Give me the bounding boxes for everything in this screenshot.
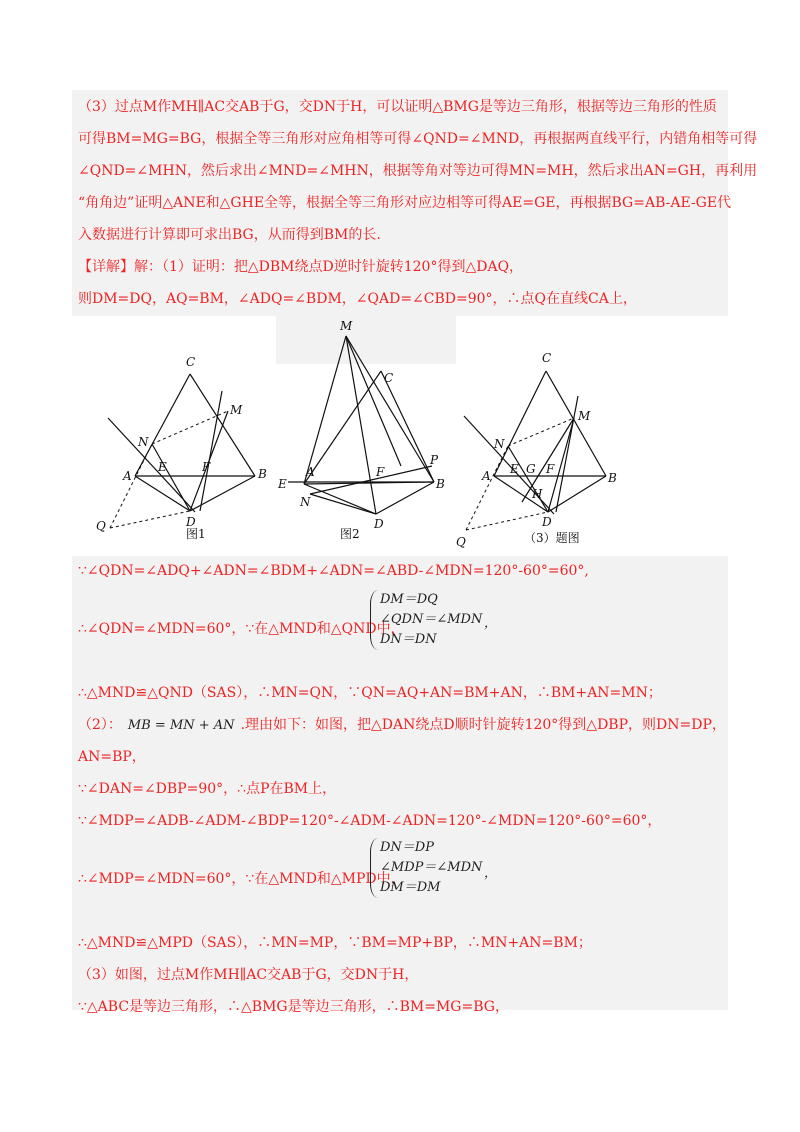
- proof-line-2: ∴∠QDN=∠MDN=60°，∵在△MND和△QND中，: [78, 621, 405, 637]
- fig2-label-f: F: [376, 465, 385, 479]
- fig3-label-g: G: [526, 462, 536, 476]
- fig2-label-e: E: [278, 477, 287, 491]
- fig2-label-n: N: [300, 495, 311, 509]
- figure-2: [276, 316, 456, 556]
- fig3-label-d: D: [542, 515, 552, 529]
- fig2-label-a: A: [306, 465, 315, 479]
- part2-equation: MB = MN + AN: [127, 718, 235, 733]
- fig1-caption: 图1: [186, 527, 206, 541]
- fig2-label-m: M: [340, 319, 353, 333]
- analysis-line-2: 可得BM=MG=BG，根据全等三角形对应角相等可得∠QND=∠MND，再根据两直线平行，内错角相等可得: [78, 131, 758, 147]
- brace-1-row-3: DN＝DN: [380, 632, 437, 647]
- proof-line-5: AN=BP，: [78, 749, 146, 765]
- part2-reason: .理由如下：如图，把△DAN绕点D顺时针旋转120°得到△DBP，则DN=DP，: [240, 717, 726, 733]
- brace-1-end: ，: [484, 616, 498, 631]
- fig1-label-b: B: [258, 467, 267, 481]
- proof-line-9: ∴△MND≌△MPD（SAS），∴MN=MP，∵BM=MP+BP，∴MN+AN=BM；: [78, 935, 592, 951]
- fig2-label-b: B: [436, 477, 445, 491]
- figure-1: [90, 316, 290, 556]
- fig1-label-q: Q: [96, 519, 106, 533]
- analysis-line-5: 入数据进行计算即可求出BG，从而得到BM的长.: [78, 227, 381, 243]
- congruence-brace-2: [380, 838, 482, 898]
- proof-line-8: ∴∠MDP=∠MDN=60°，∵在△MND和△MPD中，: [78, 871, 405, 887]
- fig1-label-a: A: [123, 469, 132, 483]
- fig1-label-f: F: [202, 460, 211, 474]
- fig2-top-shade: [276, 316, 456, 364]
- proof-line-3: ∴△MND≌△QND（SAS），∴MN=QN，∵QN=AQ+AN=BM+AN，∴BM+AN=MN；: [78, 685, 662, 701]
- brace-2-row-3: DM＝DM: [380, 880, 441, 895]
- fig3-caption: （3）题图: [524, 531, 580, 545]
- fig3-label-a: A: [482, 469, 491, 483]
- fig3-label-e: E: [510, 462, 519, 476]
- fig3-label-c: C: [542, 351, 552, 365]
- brace-1-row-2: ∠QDN＝∠MDN: [380, 612, 483, 627]
- fig3-label-m: M: [578, 409, 591, 423]
- proof-line-10: （3）如图，过点M作MH∥AC交AB于G，交DN于H，: [78, 967, 419, 983]
- proof-line-4: [78, 716, 726, 735]
- figure-3: [456, 316, 636, 556]
- figure-strip: [72, 316, 728, 556]
- fig1-label-e: E: [158, 460, 167, 474]
- fig3-label-h: H: [532, 487, 543, 501]
- detail-tag: 【详解】解：: [78, 259, 162, 275]
- brace-2-end: ，: [484, 866, 498, 881]
- brace-2-row-2: ∠MDP＝∠MDN: [380, 860, 483, 875]
- fig3-label-f: F: [546, 462, 555, 476]
- fig3-label-q: Q: [456, 535, 466, 549]
- fig2-label-d: D: [374, 517, 384, 531]
- proof-line-6: ∵∠DAN=∠DBP=90°，∴点P在BM上，: [78, 781, 337, 797]
- part2-prefix: （2）：: [78, 717, 122, 733]
- fig1-label-m: M: [230, 403, 243, 417]
- brace-2-row-1: DN＝DP: [380, 840, 434, 855]
- brace-2-bar: [370, 838, 379, 898]
- proof-line-1: ∵∠QDN=∠ADQ+∠ADN=∠BDM+∠ADN=∠ABD-∠MDN=120°-60°=60°,: [78, 563, 589, 579]
- analysis-line-1: （3）过点M作MH∥AC交AB于G，交DN于H，可以证明△BMG是等边三角形，根据等边三角形的性质: [78, 99, 717, 115]
- solution-line-2: 则DM=DQ，AQ=BM，∠ADQ=∠BDM，∠QAD=∠CBD=90°，∴点Q在直线CA上，: [78, 291, 637, 307]
- solution-part1-intro: （1）证明：把△DBM绕点D逆时针旋转120°得到△DAQ，: [162, 259, 524, 275]
- congruence-brace-1: [380, 590, 482, 650]
- analysis-line-4: “角角边”证明△ANE和△GHE全等，根据全等三角形对应边相等可得AE=GE，再根据BG=AB-AE-GE代: [78, 195, 732, 211]
- fig2-label-c: C: [384, 371, 394, 385]
- analysis-line-3: ∠QND=∠MHN，然后求出∠MND=∠MHN，根据等角对等边可得MN=MH，然后求出AN=GH，再利用: [78, 163, 758, 179]
- fig3-label-b: B: [608, 471, 617, 485]
- proof-line-11: ∵△ABC是等边三角形，∴△BMG是等边三角形，∴BM=MG=BG，: [78, 999, 509, 1015]
- fig1-label-n: N: [138, 435, 149, 449]
- proof-line-7: ∵∠MDP=∠ADB-∠ADM-∠BDP=120°-∠ADM-∠ADN=120°-∠MDN=120°-60°=60°，: [78, 813, 662, 829]
- fig2-label-p: P: [430, 453, 439, 467]
- fig1-label-d: D: [186, 515, 196, 529]
- solution-line-1: [78, 258, 523, 276]
- fig1-label-c: C: [186, 355, 196, 369]
- brace-1-row-1: DM＝DQ: [380, 592, 438, 607]
- fig3-label-n: N: [494, 437, 505, 451]
- fig2-caption: 图2: [340, 527, 360, 541]
- brace-1-bar: [370, 590, 379, 650]
